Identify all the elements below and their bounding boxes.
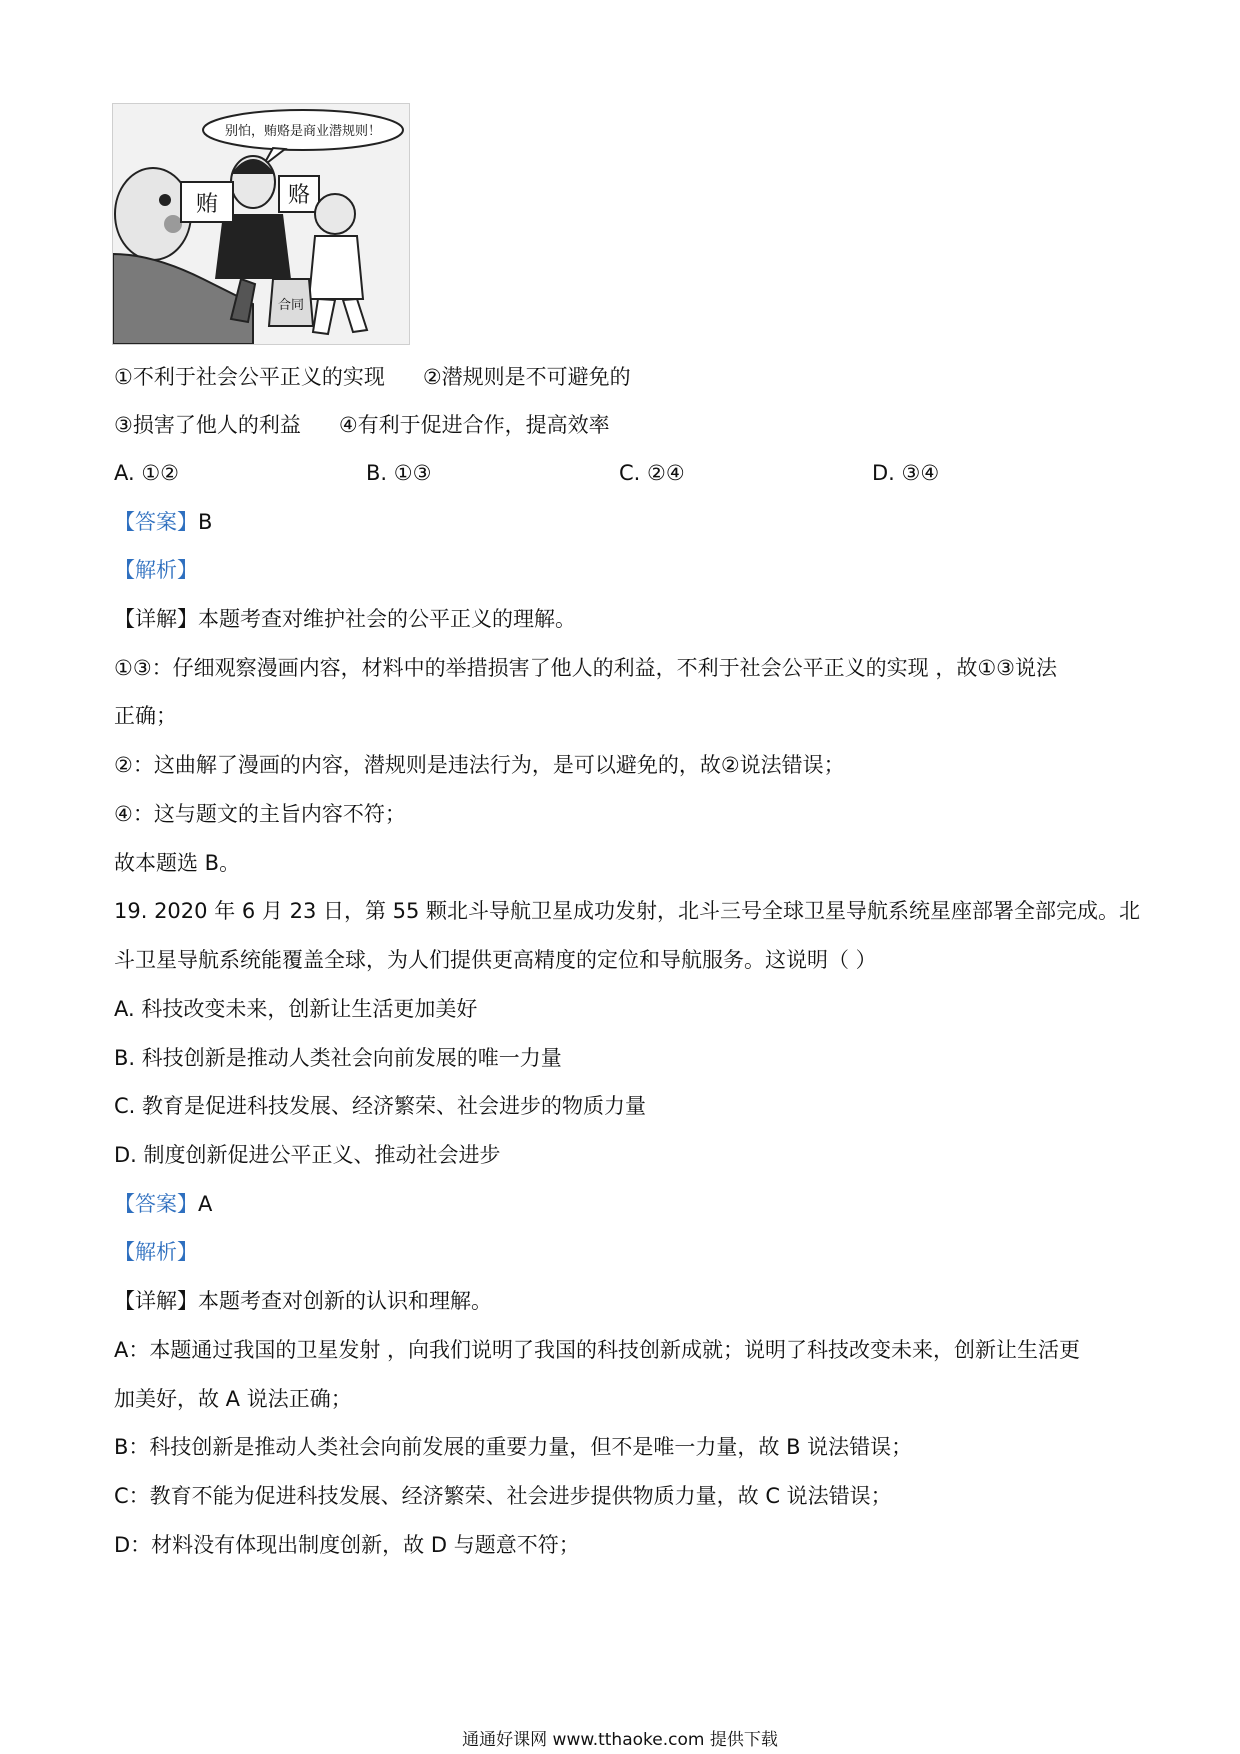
page-footer: 通通好课网 www.tthaoke.com 提供下载	[462, 1730, 778, 1750]
q18-explain-line-2: 正确；	[114, 704, 177, 728]
q19-answer-value: A	[198, 1192, 213, 1216]
q18-statement-3: ③损害了他人的利益	[114, 413, 301, 437]
q19-stem-line-2: 斗卫星导航系统能覆盖全球，为人们提供更高精度的定位和导航服务。这说明（ ）	[114, 948, 877, 972]
q18-explain-line-3: ②：这曲解了漫画的内容，潜规则是违法行为，是可以避免的，故②说法错误；	[114, 753, 845, 777]
q19-option-a: A. 科技改变未来，创新让生活更加美好	[114, 997, 478, 1021]
q19-option-c: C. 教育是促进科技发展、经济繁荣、社会进步的物质力量	[114, 1094, 647, 1118]
q18-statement-row-1	[114, 362, 1140, 392]
q19-analysis-tag: 【解析】	[114, 1240, 198, 1264]
q19-analysis	[114, 1237, 1140, 1267]
q18-detail-text: 本题考查对维护社会的公平正义的理解。	[198, 607, 576, 631]
sign-left: 贿	[195, 192, 219, 217]
bag-label: 合同	[277, 298, 305, 313]
q19-stem-line-1: 19. 2020 年 6 月 23 日，第 55 颗北斗导航卫星成功发射，北斗三号全球卫星导航系统星座部署全部完成。北	[114, 899, 1141, 923]
q18-option-a: A. ①②	[114, 461, 179, 485]
q18-answer-value: B	[198, 510, 213, 534]
q19-explain-line-4: C：教育不能为促进科技发展、经济繁荣、社会进步提供物质力量，故 C 说法错误；	[114, 1484, 892, 1508]
q19-explain-line-2: 加美好，故 A 说法正确；	[114, 1387, 352, 1411]
q18-explain-line-5: 故本题选 B。	[114, 851, 241, 875]
q18-explain-line-4: ④：这与题文的主旨内容不符；	[114, 802, 406, 826]
q18-answer	[114, 507, 1140, 537]
q19-option-b: B. 科技创新是推动人类社会向前发展的唯一力量	[114, 1046, 562, 1070]
q18-option-b: B. ①③	[366, 461, 432, 485]
q18-analysis-tag: 【解析】	[114, 558, 198, 582]
q19-option-d: D. 制度创新促进公平正义、推动社会进步	[114, 1143, 501, 1167]
q19-answer-tag: 【答案】	[114, 1192, 198, 1216]
q18-detail-tag: 【详解】	[114, 607, 198, 631]
q18-answer-tag: 【答案】	[114, 510, 198, 534]
q19-detail	[114, 1286, 1140, 1316]
q19-detail-tag: 【详解】	[114, 1289, 198, 1313]
q18-statement-2: ②潜规则是不可避免的	[422, 365, 631, 389]
bribery-cartoon	[112, 103, 410, 345]
q18-statement-1: ①不利于社会公平正义的实现	[114, 365, 385, 389]
q19-explain-line-3: B：科技创新是推动人类社会向前发展的重要力量，但不是唯一力量，故 B 说法错误；	[114, 1435, 913, 1459]
q19-explain-line-5: D：材料没有体现出制度创新，故 D 与题意不符；	[114, 1533, 580, 1557]
q19-detail-text: 本题考查对创新的认识和理解。	[198, 1289, 492, 1313]
q18-option-c: C. ②④	[619, 461, 685, 485]
q19-answer	[114, 1189, 1140, 1219]
q18-statement-4: ④有利于促进合作，提高效率	[338, 413, 610, 437]
q18-statement-row-2	[114, 410, 1140, 440]
speech-text: 别怕，贿赂是商业潜规则！	[224, 124, 382, 139]
sign-right: 赂	[287, 183, 311, 208]
cartoon-drawing	[113, 104, 409, 344]
q18-explain-line-1: ①③：仔细观察漫画内容，材料中的举措损害了他人的利益，不利于社会公平正义的实现 ，故①③说法	[114, 656, 1057, 680]
q18-option-d: D. ③④	[872, 461, 940, 485]
q19-explain-line-1: A：本题通过我国的卫星发射 ，向我们说明了我国的科技创新成就；说明了科技改变未来，创新让生活更	[114, 1338, 1081, 1362]
q18-analysis	[114, 555, 1140, 585]
q18-detail	[114, 604, 1140, 634]
